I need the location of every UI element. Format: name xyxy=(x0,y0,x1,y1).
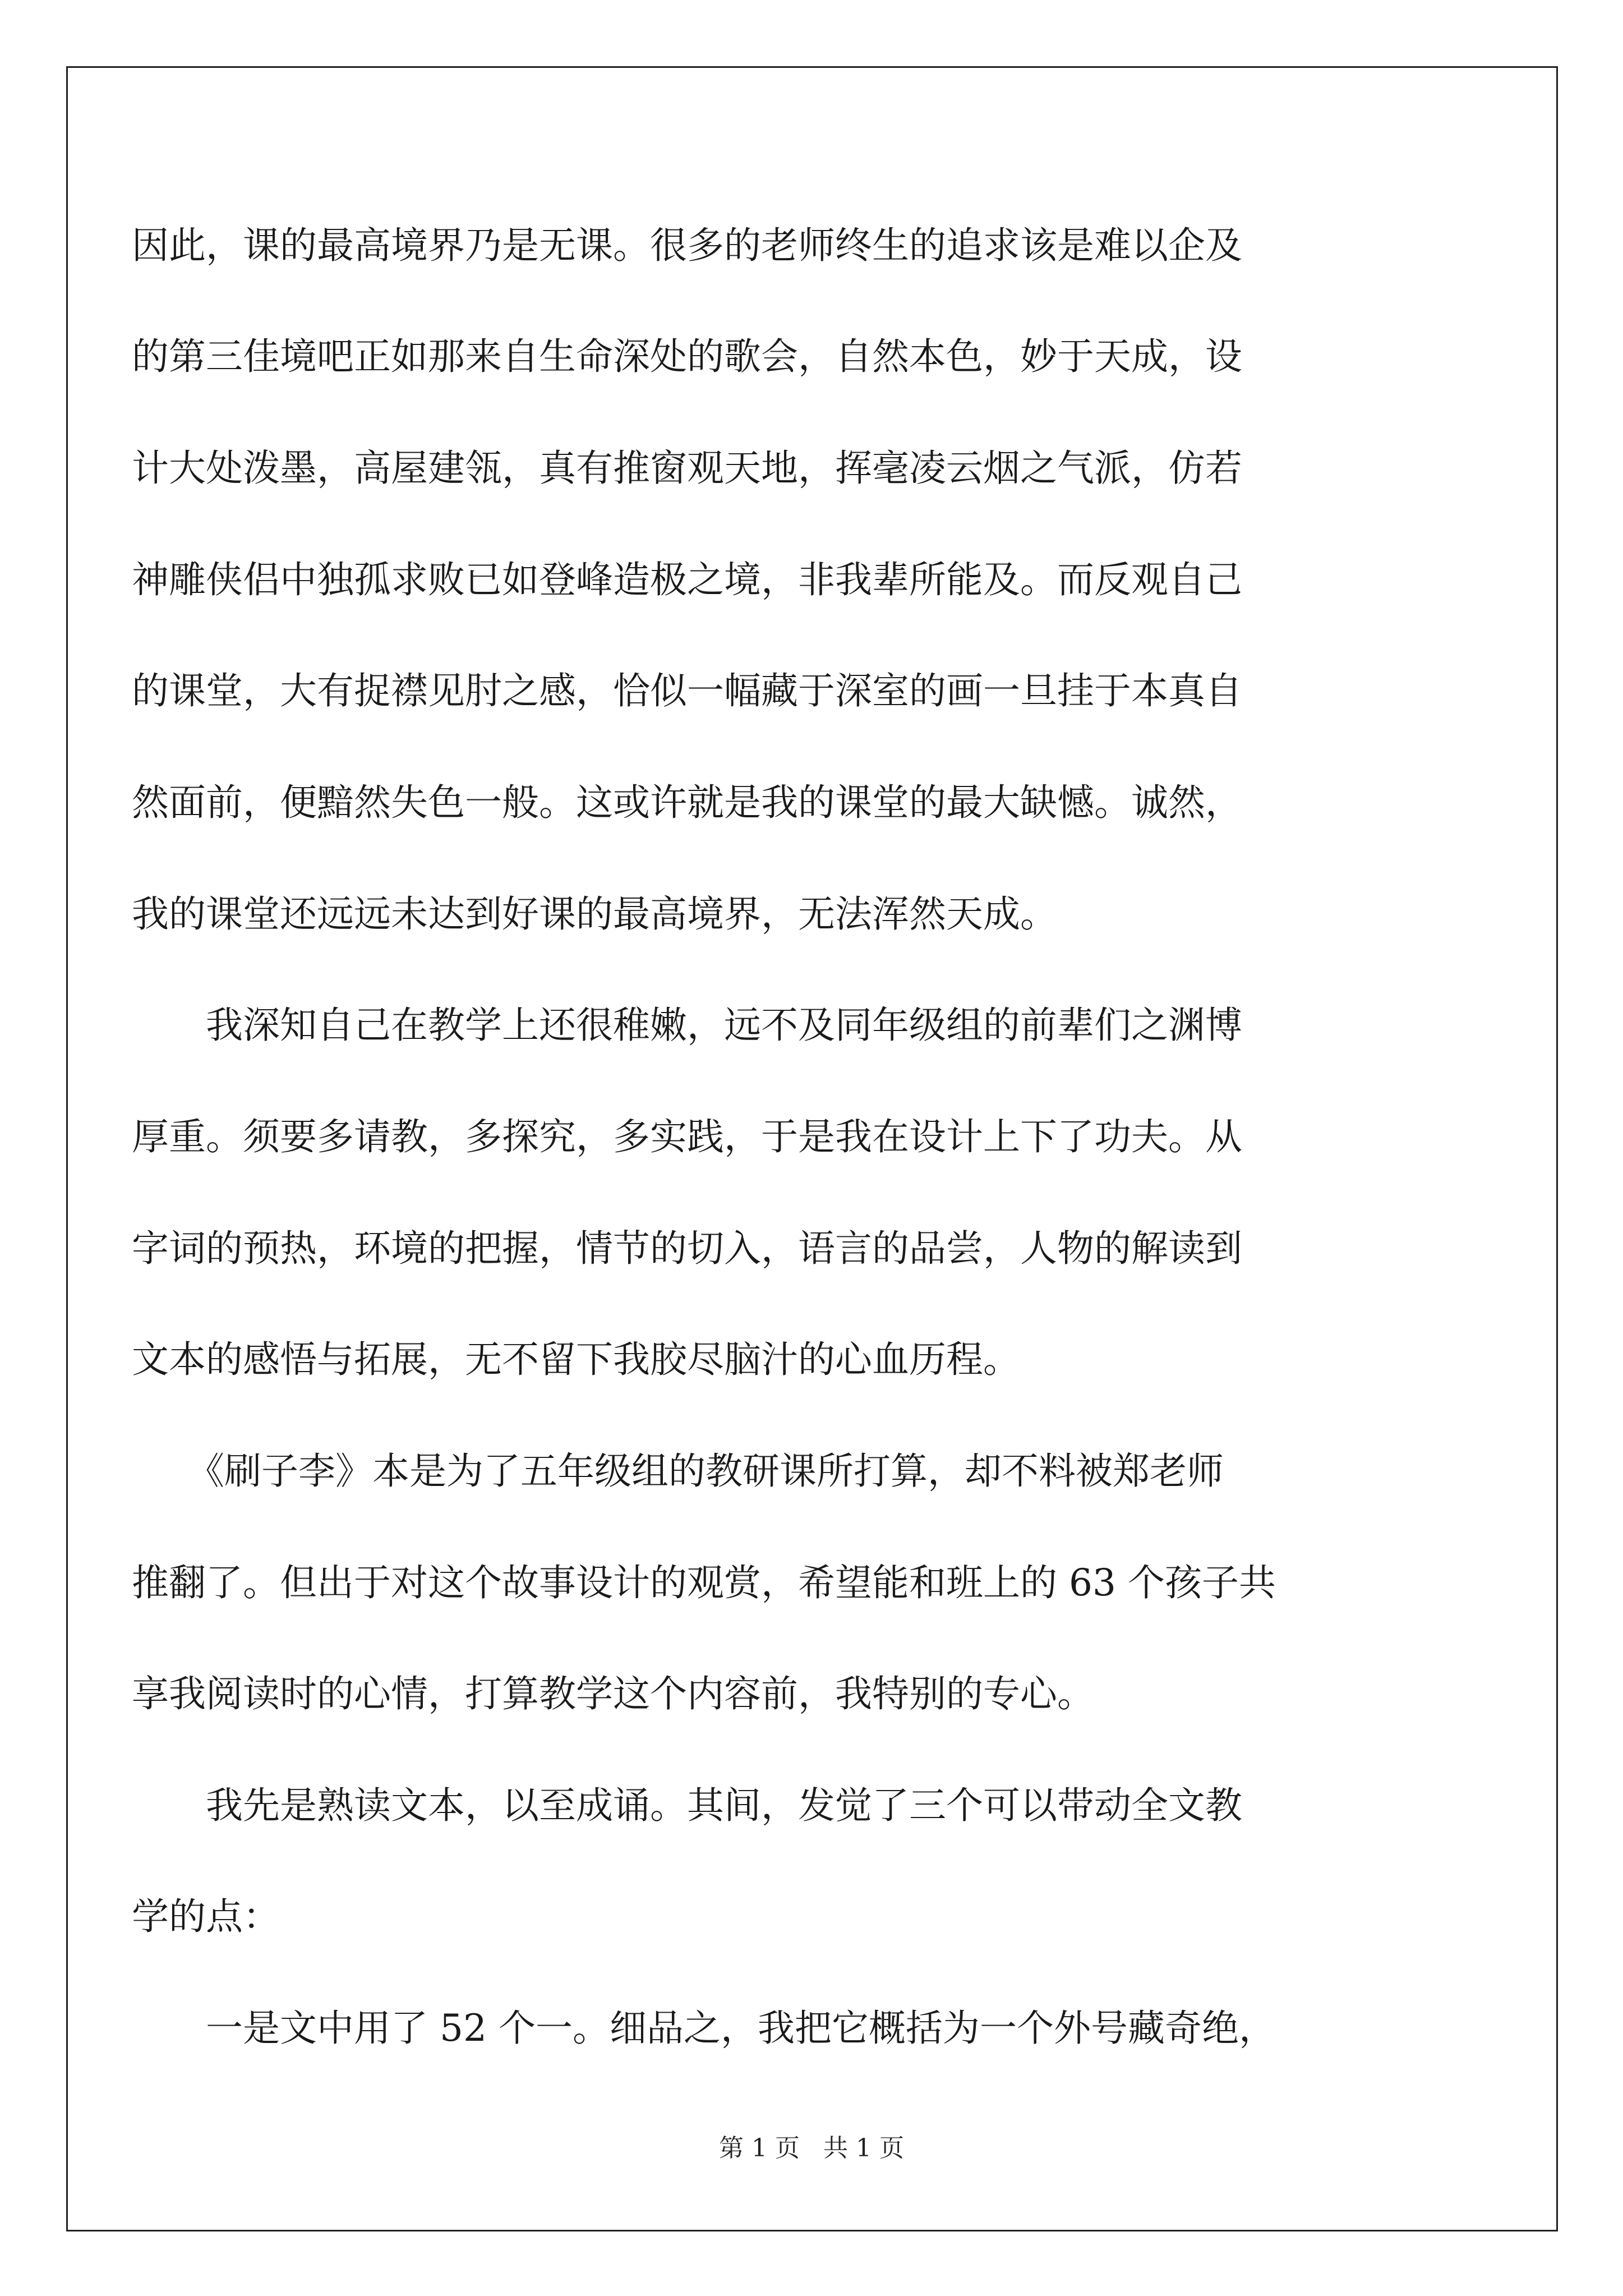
text-line: 计大处泼墨，高屋建瓴，真有推窗观天地，挥毫凌云烟之气派，仿若 xyxy=(132,447,1242,490)
text-line: 学的点： xyxy=(132,1895,280,1938)
text-line: 一是文中用了 52 个一。细品之，我把它概括为一个外号藏奇绝， xyxy=(132,2007,1276,2050)
text-line: 的第三佳境吧正如那来自生命深处的歌会，自然本色，妙于天成，设 xyxy=(132,335,1242,378)
footer-spacer xyxy=(800,2134,823,2162)
text-line: 因此，课的最高境界乃是无课。很多的老师终生的追求该是难以企及 xyxy=(132,224,1242,267)
page-total: 共 1 页 xyxy=(823,2134,904,2162)
text-line: 字词的预热，环境的把握，情节的切入，语言的品尝，人物的解读到 xyxy=(132,1227,1242,1270)
page-number: 第 1 页 xyxy=(719,2134,800,2162)
text-line: 的课堂，大有捉襟见肘之感，恰似一幅藏于深室的画一旦挂于本真自 xyxy=(132,669,1242,712)
text-line: 我先是熟读文本，以至成诵。其间，发觉了三个可以带动全文教 xyxy=(132,1784,1242,1827)
text-line: 我的课堂还远远未达到好课的最高境界，无法浑然天成。 xyxy=(132,892,1057,936)
text-line: 然面前，便黯然失色一般。这或许就是我的课堂的最大缺憾。诚然， xyxy=(132,781,1242,824)
text-line: 《刷子李》本是为了五年级组的教研课所打算，却不料被郑老师 xyxy=(132,1450,1224,1493)
text-line: 我深知自己在教学上还很稚嫩，远不及同年级组的前辈们之渊博 xyxy=(132,1004,1242,1047)
text-line: 推翻了。但出于对这个故事设计的观赏，希望能和班上的 63 个孩子共 xyxy=(132,1561,1276,1604)
text-line: 神雕侠侣中独孤求败已如登峰造极之境，非我辈所能及。而反观自己 xyxy=(132,558,1242,601)
text-line: 厚重。须要多请教，多探究，多实践，于是我在设计上下了功夫。从 xyxy=(132,1115,1242,1158)
text-line: 享我阅读时的心情，打算教学这个内容前，我特别的专心。 xyxy=(132,1672,1094,1715)
page-footer xyxy=(0,2132,1623,2165)
text-line: 文本的感悟与拓展，无不留下我胶尽脑汁的心血历程。 xyxy=(132,1338,1020,1381)
